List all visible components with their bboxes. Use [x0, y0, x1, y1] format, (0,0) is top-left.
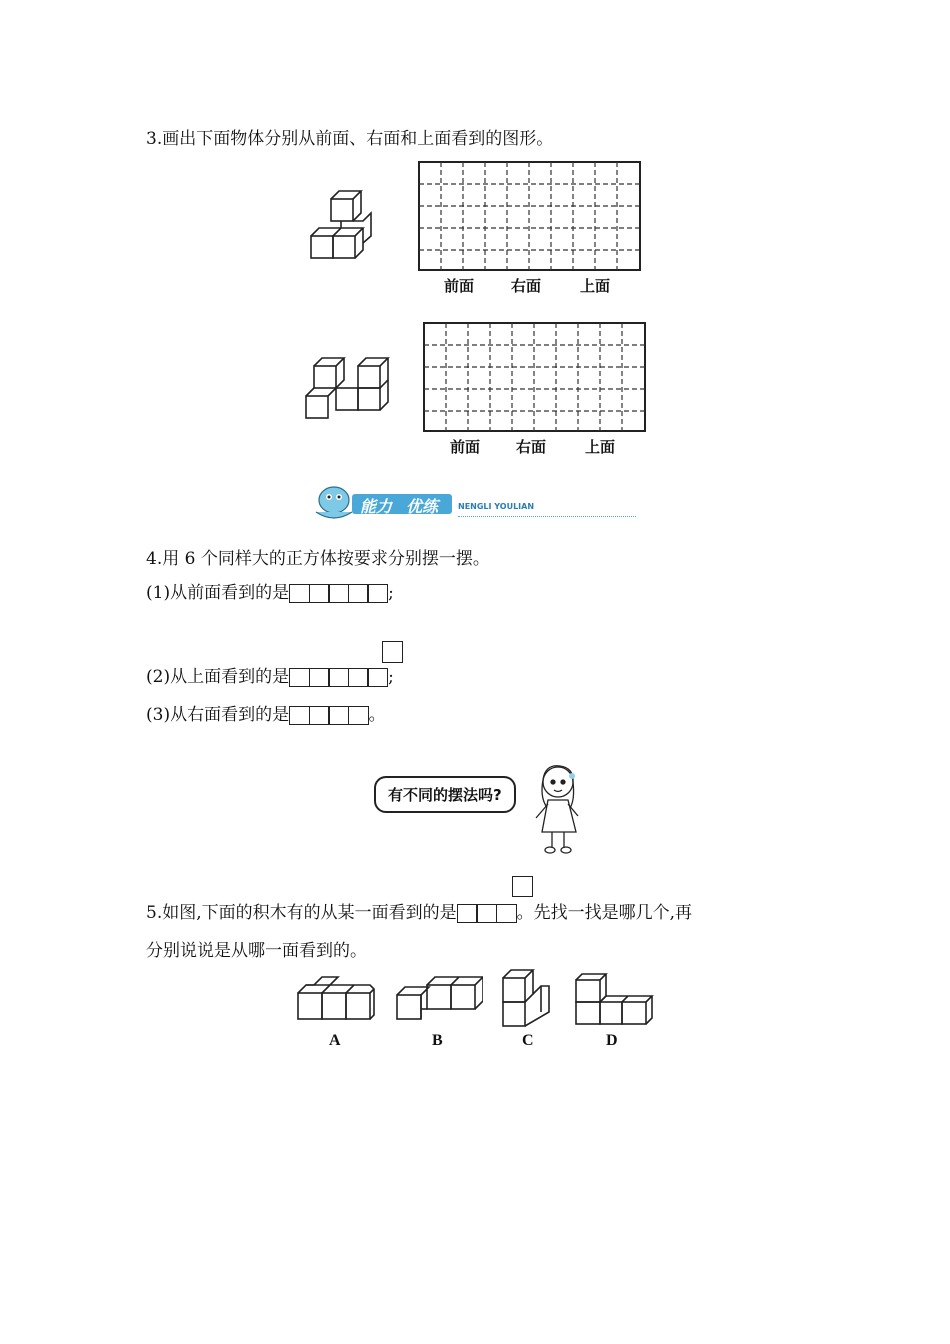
q5-option-d-label: D	[606, 1032, 618, 1049]
q4-item-1	[146, 582, 394, 604]
q3-grid-1	[418, 161, 642, 273]
q3-view-front-2: 前面	[450, 438, 481, 456]
q5-option-a-figure	[294, 973, 380, 1025]
q4-item-3-label: (3)从右面看到的是	[146, 705, 290, 725]
q5-option-b-label: B	[432, 1032, 443, 1049]
q5-shape-top-cell	[512, 876, 533, 897]
q4-shape-2	[289, 668, 388, 687]
q3-view-right-1: 右面	[511, 277, 542, 295]
q3-view-top-2: 上面	[585, 438, 616, 456]
q3-view-top-1: 上面	[580, 277, 611, 295]
q5-line-1-b: 。先找一找是哪几个,再	[516, 903, 693, 923]
q4-item-1-end: ;	[388, 583, 394, 603]
q4-item-3	[146, 704, 386, 726]
banner-subtitle: NENGLI YOULIAN	[458, 502, 535, 511]
q5-line-2: 分别说说是从哪一面看到的。	[146, 941, 367, 961]
girl-illustration-icon	[520, 760, 590, 856]
q4-item-2-end: ;	[388, 667, 394, 687]
q4-item-2-label: (2)从上面看到的是	[146, 667, 290, 687]
q3-grid-2	[423, 322, 647, 434]
q4-item-1-label: (1)从前面看到的是	[146, 583, 290, 603]
q4-shape-2-top-cell	[382, 641, 403, 663]
q3-text: 3.画出下面物体分别从前面、右面和上面看到的图形。	[146, 129, 554, 149]
banner-divider	[458, 516, 636, 517]
q3-figure-2	[300, 352, 392, 424]
q4-item-3-end: 。	[368, 705, 386, 725]
mascot-icon	[310, 482, 358, 522]
q3-figure-1	[305, 186, 385, 266]
q5-option-d-figure	[572, 970, 656, 1028]
q4-item-2	[146, 666, 394, 688]
banner-title-2: 优练	[406, 497, 439, 516]
q5-option-c-label: C	[522, 1032, 534, 1049]
banner-title-1: 能力	[360, 497, 393, 516]
q5-line-1	[146, 902, 692, 924]
q5-option-b-figure	[393, 973, 483, 1025]
section-banner	[310, 482, 638, 522]
q4-text: 4.用 6 个同样大的正方体按要求分别摆一摆。	[146, 549, 490, 569]
q4-shape-1	[289, 584, 388, 603]
q5-option-a-label: A	[329, 1032, 341, 1049]
q5-shape	[457, 904, 517, 923]
q5-line-1-a: 5.如图,下面的积木有的从某一面看到的是	[146, 903, 457, 923]
q5-option-c-figure	[499, 968, 555, 1028]
q3-view-right-2: 右面	[516, 438, 547, 456]
speech-bubble: 有不同的摆法吗?	[374, 776, 516, 813]
q4-shape-3	[289, 706, 369, 725]
q3-view-front-1: 前面	[444, 277, 475, 295]
